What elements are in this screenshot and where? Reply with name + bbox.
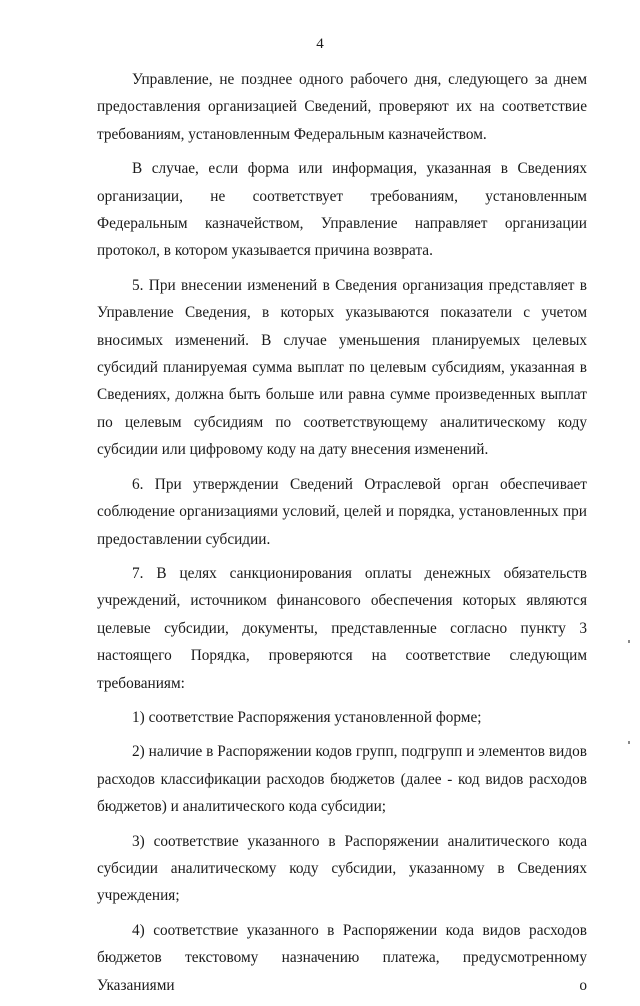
paragraph-verification: Управление, не позднее одного рабочего дня, следующего за днем предоставления организацией Сведений, проверяют их на соответствие требованиям, установленным Федеральным казначейством. [97,71,587,143]
paragraph-item-5: 5. При внесении изменений в Сведения организация представляет в Управление Сведения, в которых указываются показатели с учетом вносимых изменений. В случае уменьшения планируемых целевых субсидий планируемая сумма выплат по целевым субсидиям, указанная в Сведениях, должна быть больше или равна сумме произведенных выплат по целевым субсидиям по соответствующему аналитическому коду субсидии или цифровому коду на дату внесения изменений. [97,276,587,459]
document-body [97,66,587,1006]
list-item-3: 3) соответствие указанного в Распоряжении аналитического кода субсидии аналитическому коду субсидии, указанному в Сведениях учреждения; [97,832,587,905]
list-item-4: 4) соответствие указанного в Распоряжении кода видов расходов бюджетов текстовому назначению платежа, предусмотренному Указаниями о [97,921,587,994]
paragraph-return-protocol: В случае, если форма или информация, указанная в Сведениях организации, не соответствует требованиям, установленным Федеральным казначейством, Управление направляет организации протокол, в котором указывается причина возврата. [97,160,587,260]
list-item-2: 2) наличие в Распоряжении кодов групп, подгрупп и элементов видов расходов классификации расходов бюджетов (далее - код видов расходов бюджетов) и аналитического кода субсидии; [97,743,587,816]
scan-artifact-mark [628,640,630,643]
paragraph-item-7: 7. В целях санкционирования оплаты денежных обязательств учреждений, источником финансового обеспечения которых являются целевые субсидии, документы, представленные согласно пункту 3 настоящего Порядка, проверяются на соответствие следующим требованиям: [97,564,587,692]
scan-artifact-mark [628,741,630,744]
page-number: 4 [316,36,324,52]
list-item-1: 1) соответствие Распоряжения установленной форме; [132,708,482,726]
paragraph-item-6: 6. При утверждении Сведений Отраслевой орган обеспечивает соблюдение организациями условий, целей и порядка, установленных при предоставлении субсидии. [97,475,587,548]
